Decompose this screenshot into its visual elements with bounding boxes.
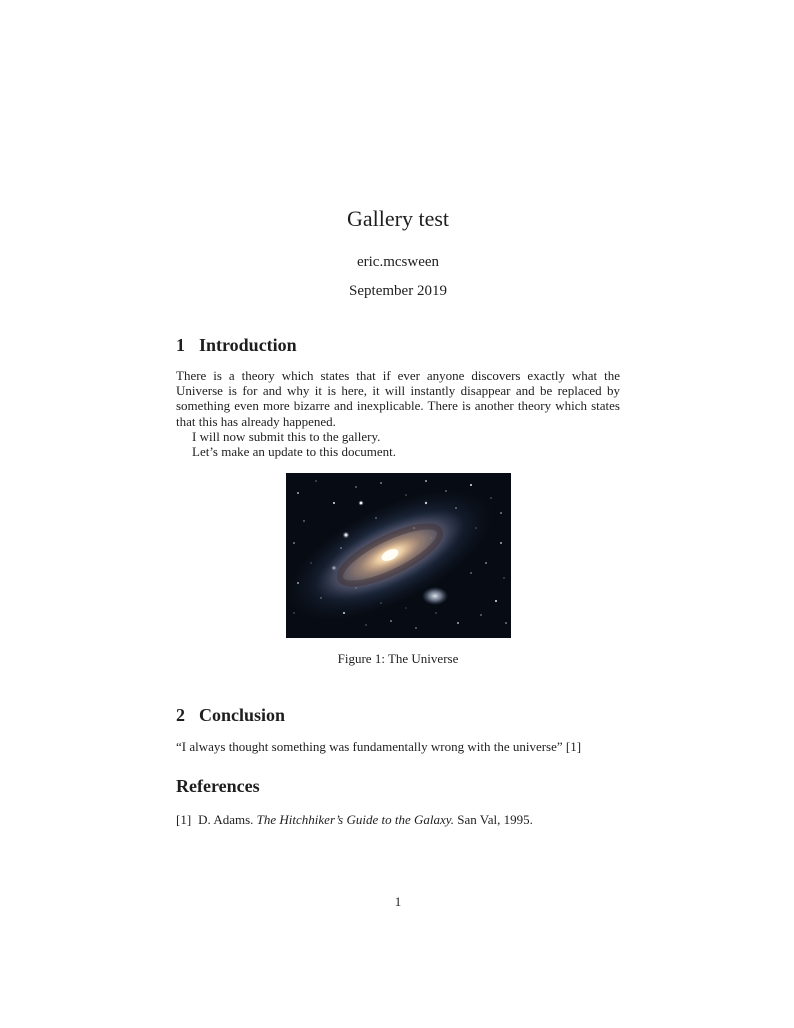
conclusion-quote: “I always thought something was fundamentally wrong with the universe” [1] — [176, 739, 582, 755]
reference-label: [1] — [176, 812, 192, 828]
reference-title: The Hitchhiker’s Guide to the Galaxy. — [256, 812, 455, 828]
section-heading-introduction — [176, 334, 620, 356]
reference-item — [176, 812, 620, 828]
references-heading: References — [176, 776, 260, 797]
section-number: 2 — [176, 705, 185, 726]
intro-line-gallery: I will now submit this to the gallery. — [192, 428, 381, 444]
reference-publisher: San Val, 1995. — [457, 812, 533, 828]
page-number: 1 — [394, 894, 402, 910]
intro-paragraph: There is a theory which states that if ever anyone discovers exactly what the Universe is for and why it is here, it will instantly disappear and be replaced by something even more bizarre and inexplicable. There is another theory which states that this has already happened. — [176, 368, 620, 429]
section-title: Introduction — [199, 335, 297, 355]
section-number: 1 — [176, 335, 185, 355]
document-title: Gallery test — [346, 206, 450, 231]
andromeda-galaxy-image — [286, 473, 511, 638]
section-title: Conclusion — [199, 705, 286, 726]
figure-caption: Figure 1: The Universe — [337, 651, 459, 667]
reference-authors: D. Adams. — [198, 812, 254, 828]
document-date: September 2019 — [349, 283, 447, 299]
companion-galaxy — [422, 587, 448, 605]
section-heading-conclusion — [176, 704, 620, 726]
intro-line-update: Let’s make an update to this document. — [192, 444, 396, 460]
figure-container — [176, 473, 620, 638]
title-block — [176, 206, 620, 300]
reference-body — [198, 812, 620, 828]
author-name: eric.mcsween — [356, 254, 440, 270]
